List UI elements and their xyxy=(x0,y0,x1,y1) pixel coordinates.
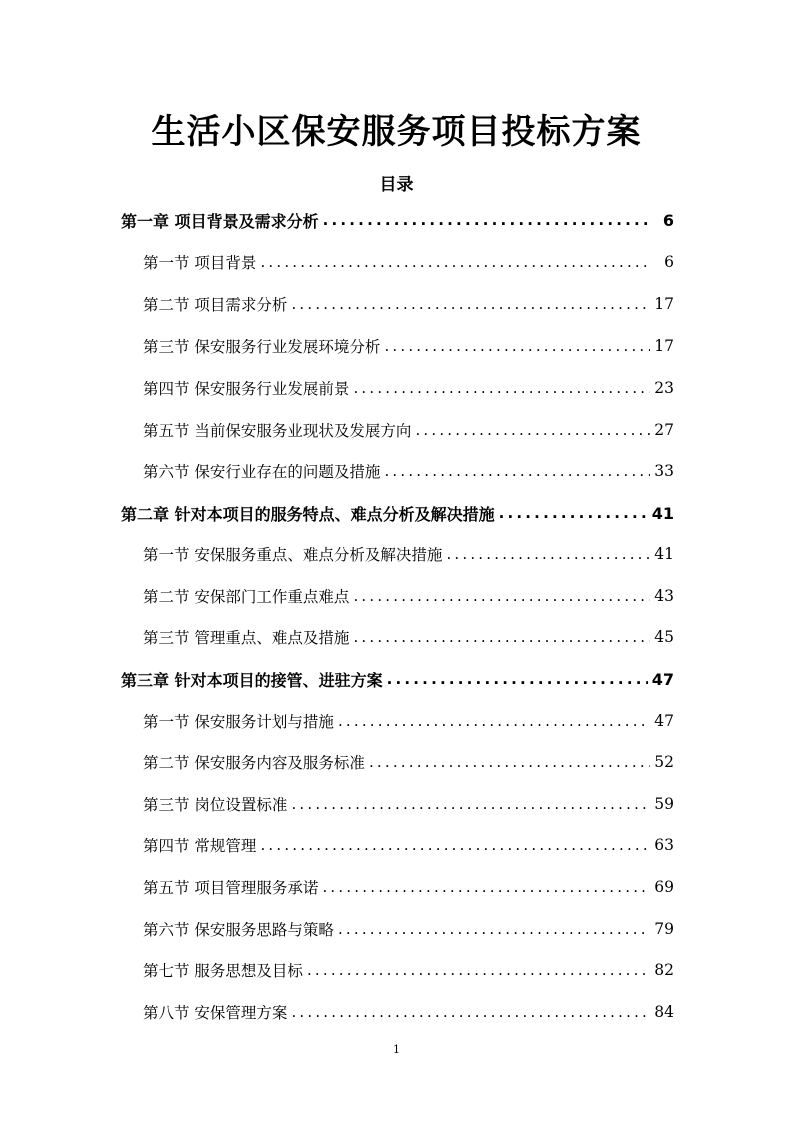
dot-leader xyxy=(338,712,650,730)
toc-entry-section[interactable] xyxy=(143,914,674,944)
toc-entry-label: 第六节 保安服务思路与策略 xyxy=(143,921,334,939)
toc-entry-label: 第一章 项目背景及需求分析 xyxy=(121,211,319,231)
toc-entry-page: 69 xyxy=(654,878,674,896)
toc-entry-section[interactable] xyxy=(143,539,674,569)
toc-entry-section[interactable] xyxy=(143,747,674,777)
dot-leader xyxy=(323,211,652,229)
toc-entry-label: 第三章 针对本项目的接管、进驻方案 xyxy=(121,670,383,690)
toc-entry-label: 第五节 项目管理服务承诺 xyxy=(143,879,319,897)
toc-entry-label: 第三节 管理重点、难点及措施 xyxy=(143,629,350,647)
dot-leader xyxy=(291,1003,650,1021)
toc-heading: 目录 xyxy=(379,175,414,195)
toc-entry-section[interactable] xyxy=(143,331,674,361)
toc-entry-label: 第三节 岗位设置标准 xyxy=(143,796,288,814)
toc-entry-page: 33 xyxy=(654,462,674,480)
toc-entry-label: 第六节 保安行业存在的问题及措施 xyxy=(143,463,381,481)
toc-entry-page: 41 xyxy=(654,545,674,563)
dot-leader xyxy=(384,462,650,480)
toc-entry-section[interactable] xyxy=(143,872,674,902)
dot-leader xyxy=(446,545,650,563)
dot-leader xyxy=(384,337,650,355)
toc-entry-label: 第八节 安保管理方案 xyxy=(143,1004,288,1022)
toc-entry-label: 第四节 常规管理 xyxy=(143,837,257,855)
toc-entry-page: 23 xyxy=(654,379,674,397)
toc-entry-page: 6 xyxy=(662,210,674,230)
toc-entry-page: 82 xyxy=(654,961,674,979)
dot-leader xyxy=(322,878,650,896)
toc-entry-page: 47 xyxy=(651,669,674,689)
toc-entry-page: 27 xyxy=(654,421,674,439)
toc-entry-section[interactable] xyxy=(143,830,674,860)
toc-entry-page: 59 xyxy=(654,795,674,813)
toc-entry-section[interactable] xyxy=(143,581,674,611)
dot-leader xyxy=(353,587,650,605)
page-number: 1 xyxy=(393,1043,400,1056)
toc-entry-section[interactable] xyxy=(143,247,674,277)
toc-entry-page: 52 xyxy=(654,753,674,771)
toc-entry-section[interactable] xyxy=(143,289,674,319)
toc-entry-page: 63 xyxy=(654,836,674,854)
toc-entry-page: 45 xyxy=(654,628,674,646)
toc-entry-section[interactable] xyxy=(143,622,674,652)
toc-entry-label: 第三节 保安服务行业发展环境分析 xyxy=(143,338,381,356)
toc-entry-label: 第五节 当前保安服务业现状及发展方向 xyxy=(143,422,412,440)
toc-entry-label: 第四节 保安服务行业发展前景 xyxy=(143,380,350,398)
toc-entry-label: 第二节 安保部门工作重点难点 xyxy=(143,588,350,606)
dot-leader xyxy=(291,295,650,313)
toc-entry-label: 第一节 保安服务计划与措施 xyxy=(143,713,334,731)
toc-entry-label: 第二章 针对本项目的服务特点、难点分析及解决措施 xyxy=(121,504,495,524)
toc-entry-section[interactable] xyxy=(143,955,674,985)
toc-entry-page: 41 xyxy=(651,503,674,523)
dot-leader xyxy=(353,628,650,646)
toc-entry-page: 17 xyxy=(654,337,674,355)
dot-leader xyxy=(260,253,652,271)
document-title: 生活小区保安服务项目投标方案 xyxy=(151,112,642,152)
dot-leader xyxy=(338,920,650,938)
toc-entry-label: 第二节 项目需求分析 xyxy=(143,296,288,314)
dot-leader xyxy=(291,795,650,813)
toc-entry-section[interactable] xyxy=(143,997,674,1027)
toc-entry-label: 第一节 安保服务重点、难点分析及解决措施 xyxy=(143,546,443,564)
toc-entry-section[interactable] xyxy=(143,415,674,445)
dot-leader xyxy=(415,421,650,439)
dot-leader xyxy=(260,836,650,854)
toc-entry-label: 第七节 服务思想及目标 xyxy=(143,962,303,980)
toc-entry-page: 17 xyxy=(654,295,674,313)
dot-leader xyxy=(369,753,650,771)
toc-entry-page: 6 xyxy=(664,253,674,271)
toc-entry-page: 84 xyxy=(654,1003,674,1021)
dot-leader xyxy=(307,961,650,979)
toc-entry-chapter-2[interactable] xyxy=(121,498,674,528)
toc-entry-page: 47 xyxy=(654,712,674,730)
toc-entry-section[interactable] xyxy=(143,789,674,819)
toc-entry-section[interactable] xyxy=(143,373,674,403)
toc-entry-section[interactable] xyxy=(143,706,674,736)
toc-entry-chapter-1[interactable] xyxy=(121,205,674,235)
toc-entry-chapter-3[interactable] xyxy=(121,664,674,694)
dot-leader xyxy=(387,670,648,688)
toc-entry-page: 43 xyxy=(654,587,674,605)
dot-leader xyxy=(499,504,648,522)
toc-entry-label: 第二节 保安服务内容及服务标准 xyxy=(143,754,365,772)
toc-entry-page: 79 xyxy=(654,920,674,938)
toc-entry-section[interactable] xyxy=(143,456,674,486)
dot-leader xyxy=(353,379,650,397)
toc-entry-label: 第一节 项目背景 xyxy=(143,254,257,272)
